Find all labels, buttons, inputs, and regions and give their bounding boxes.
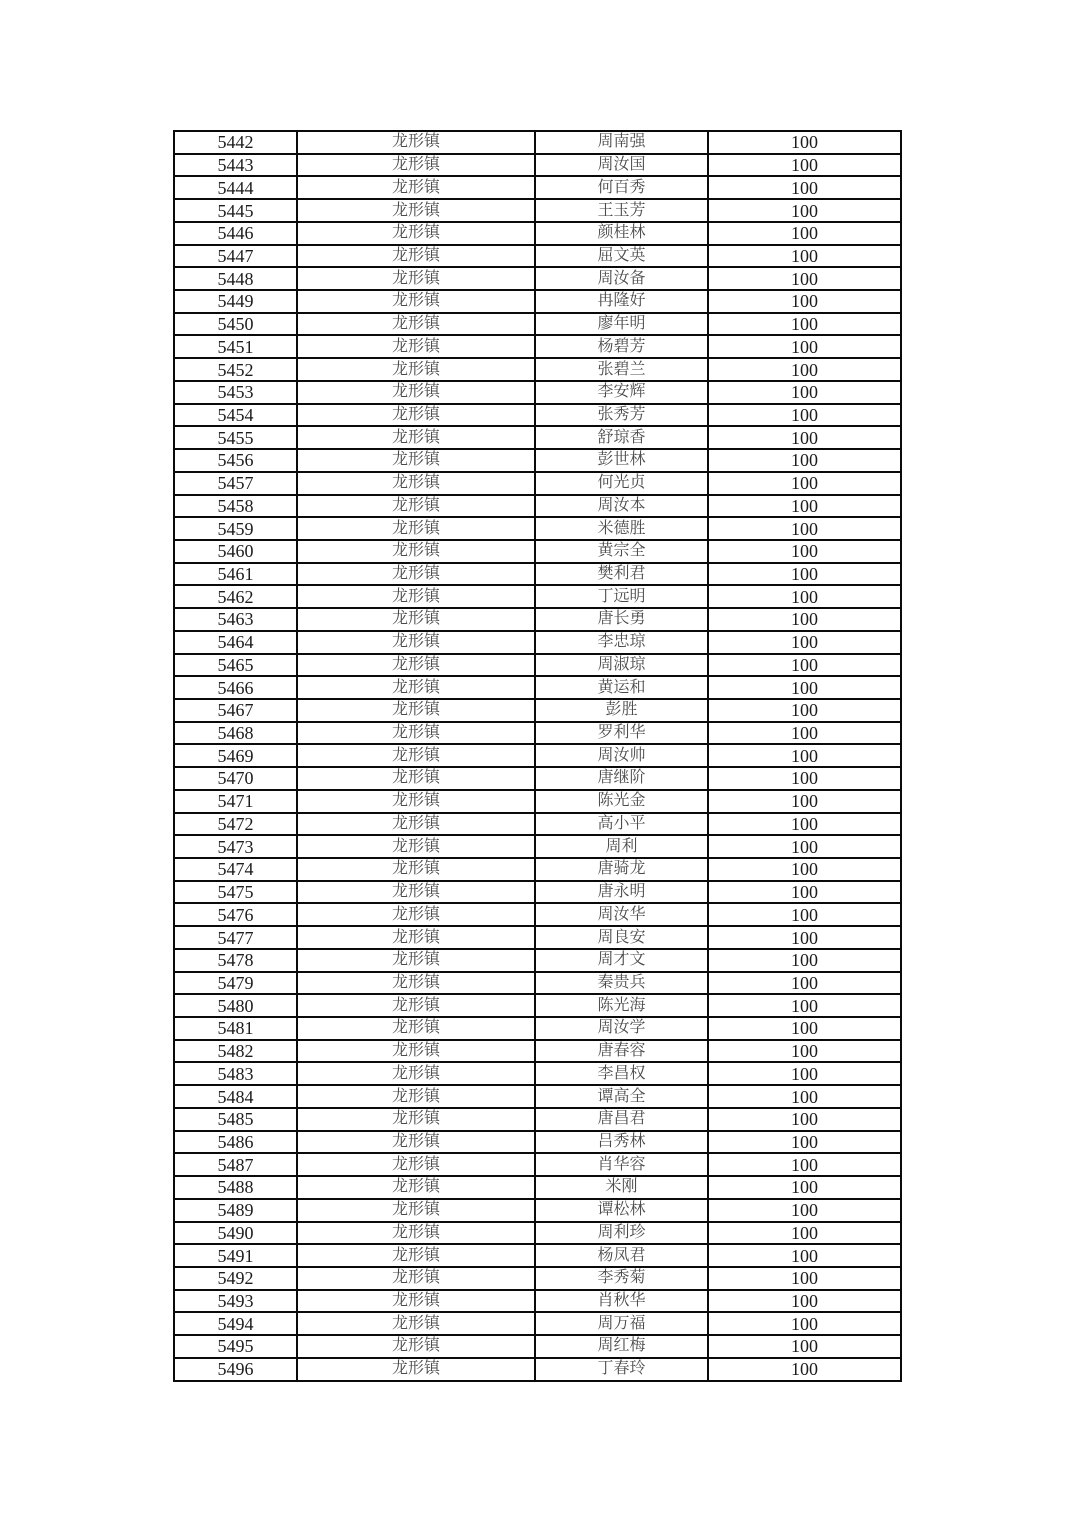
serial-number-cell: 5479	[174, 972, 297, 995]
table-row	[174, 1290, 901, 1313]
town-cell: 龙形镇	[297, 903, 535, 926]
town-cell: 龙形镇	[297, 404, 535, 427]
table-row	[174, 994, 901, 1017]
serial-number-cell: 5452	[174, 358, 297, 381]
score-cell: 100	[708, 631, 901, 654]
person-name-cell: 颜桂林	[535, 222, 708, 245]
town-cell: 龙形镇	[297, 335, 535, 358]
serial-number-cell: 5463	[174, 608, 297, 631]
serial-number-cell: 5445	[174, 199, 297, 222]
town-cell: 龙形镇	[297, 1358, 535, 1381]
serial-number-cell: 5477	[174, 926, 297, 949]
person-name-cell: 吕秀林	[535, 1131, 708, 1154]
town-cell: 龙形镇	[297, 1108, 535, 1131]
person-name-cell: 唐骑龙	[535, 858, 708, 881]
town-cell: 龙形镇	[297, 199, 535, 222]
person-name-cell: 樊利君	[535, 563, 708, 586]
person-name-cell: 何光贞	[535, 472, 708, 495]
town-cell: 龙形镇	[297, 426, 535, 449]
town-cell: 龙形镇	[297, 563, 535, 586]
score-cell: 100	[708, 790, 901, 813]
score-cell: 100	[708, 358, 901, 381]
town-cell: 龙形镇	[297, 176, 535, 199]
town-cell: 龙形镇	[297, 835, 535, 858]
town-cell: 龙形镇	[297, 858, 535, 881]
score-cell: 100	[708, 767, 901, 790]
town-cell: 龙形镇	[297, 290, 535, 313]
serial-number-cell: 5460	[174, 540, 297, 563]
town-cell: 龙形镇	[297, 1312, 535, 1335]
serial-number-cell: 5475	[174, 881, 297, 904]
score-cell: 100	[708, 335, 901, 358]
serial-number-cell: 5480	[174, 994, 297, 1017]
town-cell: 龙形镇	[297, 1290, 535, 1313]
table-row	[174, 517, 901, 540]
score-cell: 100	[708, 1335, 901, 1358]
table-row	[174, 1153, 901, 1176]
score-cell: 100	[708, 426, 901, 449]
person-name-cell: 丁远明	[535, 585, 708, 608]
person-name-cell: 张碧兰	[535, 358, 708, 381]
table-row	[174, 222, 901, 245]
person-name-cell: 周汝学	[535, 1017, 708, 1040]
score-cell: 100	[708, 1312, 901, 1335]
table-row	[174, 426, 901, 449]
town-cell: 龙形镇	[297, 1222, 535, 1245]
person-name-cell: 米德胜	[535, 517, 708, 540]
table-row	[174, 154, 901, 177]
table-row	[174, 540, 901, 563]
town-cell: 龙形镇	[297, 495, 535, 518]
town-cell: 龙形镇	[297, 722, 535, 745]
person-name-cell: 唐永明	[535, 881, 708, 904]
table-row	[174, 949, 901, 972]
table-row	[174, 767, 901, 790]
person-name-cell: 谭松林	[535, 1199, 708, 1222]
score-cell: 100	[708, 722, 901, 745]
town-cell: 龙形镇	[297, 654, 535, 677]
score-cell: 100	[708, 994, 901, 1017]
score-cell: 100	[708, 222, 901, 245]
person-name-cell: 周汝华	[535, 903, 708, 926]
table-row	[174, 676, 901, 699]
person-name-cell: 冉隆好	[535, 290, 708, 313]
town-cell: 龙形镇	[297, 994, 535, 1017]
town-cell: 龙形镇	[297, 1040, 535, 1063]
town-cell: 龙形镇	[297, 540, 535, 563]
score-cell: 100	[708, 563, 901, 586]
serial-number-cell: 5465	[174, 654, 297, 677]
score-cell: 100	[708, 1017, 901, 1040]
table-row	[174, 1108, 901, 1131]
serial-number-cell: 5469	[174, 744, 297, 767]
town-cell: 龙形镇	[297, 813, 535, 836]
table-row	[174, 1335, 901, 1358]
person-name-cell: 李安辉	[535, 381, 708, 404]
person-name-cell: 彭胜	[535, 699, 708, 722]
serial-number-cell: 5490	[174, 1222, 297, 1245]
person-name-cell: 周红梅	[535, 1335, 708, 1358]
serial-number-cell: 5492	[174, 1267, 297, 1290]
serial-number-cell: 5461	[174, 563, 297, 586]
person-name-cell: 何百秀	[535, 176, 708, 199]
person-name-cell: 唐继阶	[535, 767, 708, 790]
person-name-cell: 周汝本	[535, 495, 708, 518]
serial-number-cell: 5495	[174, 1335, 297, 1358]
table-row	[174, 813, 901, 836]
person-name-cell: 周利	[535, 835, 708, 858]
roster-table	[173, 130, 902, 1382]
serial-number-cell: 5484	[174, 1085, 297, 1108]
serial-number-cell: 5494	[174, 1312, 297, 1335]
table-row	[174, 903, 901, 926]
score-cell: 100	[708, 1222, 901, 1245]
table-row	[174, 1040, 901, 1063]
score-cell: 100	[708, 245, 901, 268]
town-cell: 龙形镇	[297, 449, 535, 472]
score-cell: 100	[708, 290, 901, 313]
person-name-cell: 肖秋华	[535, 1290, 708, 1313]
serial-number-cell: 5473	[174, 835, 297, 858]
serial-number-cell: 5457	[174, 472, 297, 495]
serial-number-cell: 5458	[174, 495, 297, 518]
town-cell: 龙形镇	[297, 585, 535, 608]
score-cell: 100	[708, 1108, 901, 1131]
person-name-cell: 周万福	[535, 1312, 708, 1335]
serial-number-cell: 5488	[174, 1176, 297, 1199]
person-name-cell: 李秀菊	[535, 1267, 708, 1290]
serial-number-cell: 5446	[174, 222, 297, 245]
town-cell: 龙形镇	[297, 517, 535, 540]
score-cell: 100	[708, 585, 901, 608]
town-cell: 龙形镇	[297, 472, 535, 495]
table-row	[174, 245, 901, 268]
person-name-cell: 王玉芳	[535, 199, 708, 222]
town-cell: 龙形镇	[297, 699, 535, 722]
serial-number-cell: 5442	[174, 131, 297, 154]
score-cell: 100	[708, 1062, 901, 1085]
score-cell: 100	[708, 1153, 901, 1176]
town-cell: 龙形镇	[297, 881, 535, 904]
table-row	[174, 631, 901, 654]
table-row	[174, 654, 901, 677]
table-row	[174, 381, 901, 404]
town-cell: 龙形镇	[297, 1199, 535, 1222]
score-cell: 100	[708, 949, 901, 972]
table-row	[174, 313, 901, 336]
town-cell: 龙形镇	[297, 1267, 535, 1290]
serial-number-cell: 5455	[174, 426, 297, 449]
person-name-cell: 高小平	[535, 813, 708, 836]
table-row	[174, 1085, 901, 1108]
score-cell: 100	[708, 131, 901, 154]
person-name-cell: 周才文	[535, 949, 708, 972]
person-name-cell: 屈文英	[535, 245, 708, 268]
town-cell: 龙形镇	[297, 154, 535, 177]
score-cell: 100	[708, 267, 901, 290]
person-name-cell: 唐昌君	[535, 1108, 708, 1131]
town-cell: 龙形镇	[297, 949, 535, 972]
table-row	[174, 1312, 901, 1335]
person-name-cell: 廖年明	[535, 313, 708, 336]
serial-number-cell: 5464	[174, 631, 297, 654]
table-row	[174, 1176, 901, 1199]
person-name-cell: 李昌权	[535, 1062, 708, 1085]
person-name-cell: 罗利华	[535, 722, 708, 745]
score-cell: 100	[708, 517, 901, 540]
person-name-cell: 彭世林	[535, 449, 708, 472]
person-name-cell: 周汝备	[535, 267, 708, 290]
town-cell: 龙形镇	[297, 1062, 535, 1085]
serial-number-cell: 5468	[174, 722, 297, 745]
roster-table-body	[174, 131, 901, 1381]
score-cell: 100	[708, 654, 901, 677]
score-cell: 100	[708, 313, 901, 336]
table-row	[174, 1062, 901, 1085]
score-cell: 100	[708, 1290, 901, 1313]
town-cell: 龙形镇	[297, 926, 535, 949]
table-row	[174, 1199, 901, 1222]
table-row	[174, 290, 901, 313]
table-row	[174, 131, 901, 154]
table-row	[174, 1017, 901, 1040]
serial-number-cell: 5482	[174, 1040, 297, 1063]
town-cell: 龙形镇	[297, 313, 535, 336]
town-cell: 龙形镇	[297, 1017, 535, 1040]
serial-number-cell: 5478	[174, 949, 297, 972]
town-cell: 龙形镇	[297, 245, 535, 268]
score-cell: 100	[708, 813, 901, 836]
town-cell: 龙形镇	[297, 358, 535, 381]
person-name-cell: 周南强	[535, 131, 708, 154]
serial-number-cell: 5450	[174, 313, 297, 336]
person-name-cell: 周良安	[535, 926, 708, 949]
serial-number-cell: 5462	[174, 585, 297, 608]
score-cell: 100	[708, 858, 901, 881]
town-cell: 龙形镇	[297, 972, 535, 995]
town-cell: 龙形镇	[297, 1335, 535, 1358]
score-cell: 100	[708, 1358, 901, 1381]
person-name-cell: 米刚	[535, 1176, 708, 1199]
score-cell: 100	[708, 972, 901, 995]
person-name-cell: 唐春容	[535, 1040, 708, 1063]
score-cell: 100	[708, 449, 901, 472]
score-cell: 100	[708, 835, 901, 858]
score-cell: 100	[708, 381, 901, 404]
town-cell: 龙形镇	[297, 1244, 535, 1267]
serial-number-cell: 5485	[174, 1108, 297, 1131]
town-cell: 龙形镇	[297, 608, 535, 631]
score-cell: 100	[708, 495, 901, 518]
person-name-cell: 周利珍	[535, 1222, 708, 1245]
score-cell: 100	[708, 1267, 901, 1290]
town-cell: 龙形镇	[297, 790, 535, 813]
person-name-cell: 陈光海	[535, 994, 708, 1017]
person-name-cell: 唐长勇	[535, 608, 708, 631]
serial-number-cell: 5491	[174, 1244, 297, 1267]
table-row	[174, 449, 901, 472]
person-name-cell: 舒琼香	[535, 426, 708, 449]
table-row	[174, 744, 901, 767]
serial-number-cell: 5487	[174, 1153, 297, 1176]
person-name-cell: 周汝国	[535, 154, 708, 177]
serial-number-cell: 5486	[174, 1131, 297, 1154]
serial-number-cell: 5467	[174, 699, 297, 722]
score-cell: 100	[708, 1244, 901, 1267]
town-cell: 龙形镇	[297, 222, 535, 245]
serial-number-cell: 5471	[174, 790, 297, 813]
table-row	[174, 199, 901, 222]
score-cell: 100	[708, 154, 901, 177]
table-row	[174, 881, 901, 904]
person-name-cell: 陈光金	[535, 790, 708, 813]
serial-number-cell: 5496	[174, 1358, 297, 1381]
person-name-cell: 黄宗全	[535, 540, 708, 563]
table-row	[174, 790, 901, 813]
serial-number-cell: 5472	[174, 813, 297, 836]
score-cell: 100	[708, 744, 901, 767]
town-cell: 龙形镇	[297, 381, 535, 404]
town-cell: 龙形镇	[297, 744, 535, 767]
table-row	[174, 563, 901, 586]
table-row	[174, 972, 901, 995]
person-name-cell: 张秀芳	[535, 404, 708, 427]
person-name-cell: 李忠琼	[535, 631, 708, 654]
serial-number-cell: 5443	[174, 154, 297, 177]
score-cell: 100	[708, 1085, 901, 1108]
score-cell: 100	[708, 608, 901, 631]
serial-number-cell: 5483	[174, 1062, 297, 1085]
person-name-cell: 周汝帅	[535, 744, 708, 767]
table-row	[174, 176, 901, 199]
score-cell: 100	[708, 540, 901, 563]
serial-number-cell: 5466	[174, 676, 297, 699]
serial-number-cell: 5474	[174, 858, 297, 881]
score-cell: 100	[708, 926, 901, 949]
score-cell: 100	[708, 199, 901, 222]
serial-number-cell: 5459	[174, 517, 297, 540]
table-row	[174, 608, 901, 631]
score-cell: 100	[708, 881, 901, 904]
town-cell: 龙形镇	[297, 631, 535, 654]
serial-number-cell: 5476	[174, 903, 297, 926]
score-cell: 100	[708, 404, 901, 427]
table-row	[174, 1358, 901, 1381]
town-cell: 龙形镇	[297, 1153, 535, 1176]
town-cell: 龙形镇	[297, 1131, 535, 1154]
table-row	[174, 699, 901, 722]
table-row	[174, 722, 901, 745]
town-cell: 龙形镇	[297, 267, 535, 290]
table-row	[174, 926, 901, 949]
person-name-cell: 肖华容	[535, 1153, 708, 1176]
table-row	[174, 835, 901, 858]
serial-number-cell: 5456	[174, 449, 297, 472]
table-row	[174, 1267, 901, 1290]
person-name-cell: 秦贵兵	[535, 972, 708, 995]
serial-number-cell: 5493	[174, 1290, 297, 1313]
person-name-cell: 丁春玲	[535, 1358, 708, 1381]
score-cell: 100	[708, 1040, 901, 1063]
table-row	[174, 472, 901, 495]
table-row	[174, 358, 901, 381]
town-cell: 龙形镇	[297, 1176, 535, 1199]
town-cell: 龙形镇	[297, 131, 535, 154]
table-row	[174, 267, 901, 290]
town-cell: 龙形镇	[297, 676, 535, 699]
person-name-cell: 黄运和	[535, 676, 708, 699]
score-cell: 100	[708, 676, 901, 699]
score-cell: 100	[708, 1131, 901, 1154]
serial-number-cell: 5470	[174, 767, 297, 790]
serial-number-cell: 5481	[174, 1017, 297, 1040]
score-cell: 100	[708, 699, 901, 722]
table-row	[174, 335, 901, 358]
table-row	[174, 585, 901, 608]
serial-number-cell: 5453	[174, 381, 297, 404]
town-cell: 龙形镇	[297, 767, 535, 790]
serial-number-cell: 5489	[174, 1199, 297, 1222]
score-cell: 100	[708, 1176, 901, 1199]
town-cell: 龙形镇	[297, 1085, 535, 1108]
table-row	[174, 404, 901, 427]
score-cell: 100	[708, 176, 901, 199]
person-name-cell: 杨凤君	[535, 1244, 708, 1267]
serial-number-cell: 5454	[174, 404, 297, 427]
serial-number-cell: 5448	[174, 267, 297, 290]
table-row	[174, 858, 901, 881]
serial-number-cell: 5449	[174, 290, 297, 313]
table-row	[174, 1131, 901, 1154]
score-cell: 100	[708, 1199, 901, 1222]
person-name-cell: 杨碧芳	[535, 335, 708, 358]
score-cell: 100	[708, 903, 901, 926]
table-row	[174, 495, 901, 518]
serial-number-cell: 5444	[174, 176, 297, 199]
table-row	[174, 1244, 901, 1267]
person-name-cell: 谭高全	[535, 1085, 708, 1108]
serial-number-cell: 5451	[174, 335, 297, 358]
person-name-cell: 周淑琼	[535, 654, 708, 677]
score-cell: 100	[708, 472, 901, 495]
table-row	[174, 1222, 901, 1245]
serial-number-cell: 5447	[174, 245, 297, 268]
